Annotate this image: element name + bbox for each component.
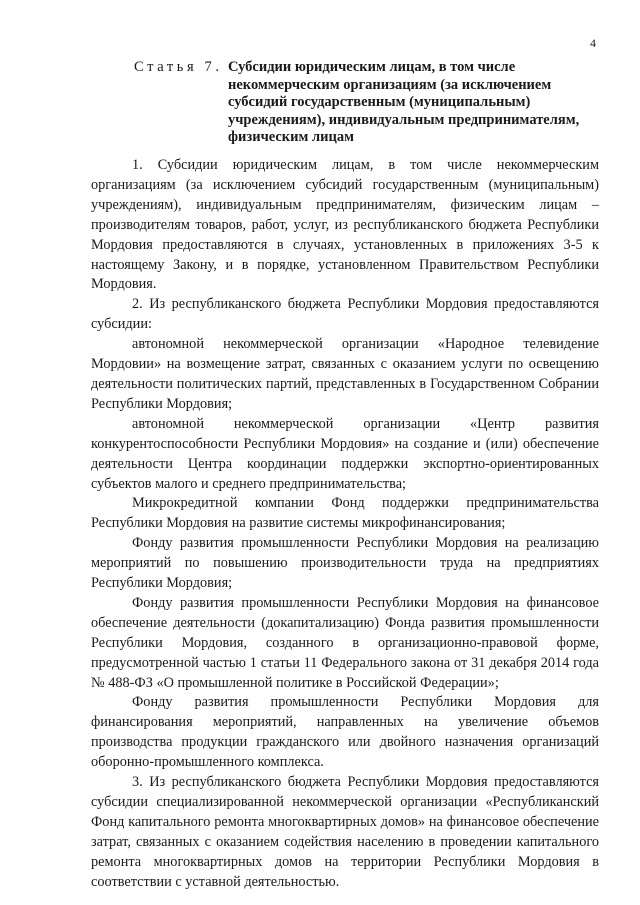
subsidy-item-tv: автономной некоммерческой организации «Народное телевидение Мордовии» на возмещение затрат, связанных с оказанием услуги по освещению деятельности политических партий, представленных в Государственном Собрании Республики Мордовия; — [91, 336, 599, 412]
article-heading — [134, 59, 604, 147]
article-body — [91, 156, 599, 893]
subsidy-item-microcredit: Микрокредитной компании Фонд поддержки предпринимательства Республики Мордовия на развитие системы микрофинансирования; — [91, 495, 599, 532]
subsidy-item-defense: Фонду развития промышленности Республики Мордовия для финансирования мероприятий, направленных на увеличение объемов производства продукции гражданского или двойного назначения организаций оборонно-промышленного комплекса. — [91, 694, 599, 771]
paragraph-2: 2. Из республиканского бюджета Республики Мордовия предоставляются субсидии: — [91, 296, 599, 333]
subsidy-item-competitiveness-center: автономной некоммерческой организации «Центр развития конкурентоспособности Республики Мордовия» на создание и (или) обеспечение деятельности Центра координации поддержки экспортно-ориентированных субъектов малого и среднего предпринимательства; — [91, 415, 599, 492]
paragraph-1: 1. Субсидии юридическим лицам, в том числе некоммерческим организациям (за исключением субсидий государственным (муниципальным) учреждениям), индивидуальным предпринимателям, физическим лицам – производителям товаров, работ, услуг, из республиканского бюджета Республики Мордовия предоставляются в случаях, установленных в приложениях 3-5 к настоящему Закону, и в порядке, установленном Правительством Республики Мордовия. — [91, 157, 599, 293]
article-number: Статья 7. — [134, 59, 223, 75]
subsidy-item-capitalization: Фонду развития промышленности Республики Мордовия на финансовое обеспечение деятельности (докапитализацию) Фонда развития промышленности Республики Мордовия, созданного в организационно-правовой форме, предусмотренной частью 1 статьи 11 Федерального закона от 31 декабря 2014 года № 488-ФЗ «О промышленной политике в Российской Федерации»; — [91, 594, 599, 691]
subsidy-item-productivity: Фонду развития промышленности Республики Мордовия на реализацию мероприятий по повышению производительности труда на предприятиях Республики Мордовия; — [91, 535, 599, 592]
article-title: Субсидии юридическим лицам, в том числе некоммерческим организациям (за исключением субсидий государственным (муниципальным) учреждениям), индивидуальным предпринимателям, физическим лицам — [228, 59, 580, 145]
page-number: 4 — [590, 36, 596, 50]
paragraph-3: 3. Из республиканского бюджета Республики Мордовия предоставляются субсидии специализированной некоммерческой организации «Республиканский Фонд капитального ремонта многоквартирных домов» на финансовое обеспечение затрат, связанных с оказанием содействия населению в проведении капитального ремонта многоквартирных домов на территории Республики Мордовия в соответствии с уставной деятельностью. — [91, 774, 599, 890]
